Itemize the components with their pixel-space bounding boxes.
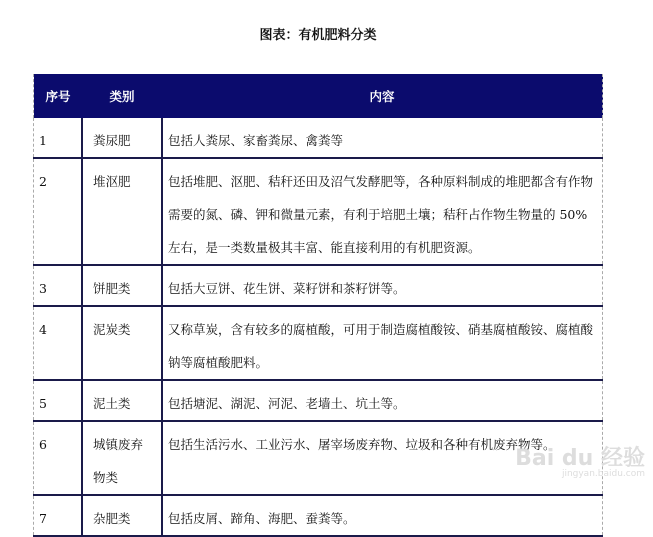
row-type: 城镇废弃物类 xyxy=(82,421,162,495)
row-content: 又称草炭，含有较多的腐植酸，可用于制造腐植酸铵、硝基腐植酸铵、腐植酸钠等腐植酸肥料。 xyxy=(162,306,603,380)
table-row xyxy=(34,265,603,306)
header-type: 类别 xyxy=(82,74,162,118)
watermark-url: jingyan.baidu.com xyxy=(561,469,645,479)
watermark-brand: Bai du 经验 xyxy=(515,446,645,471)
row-number: 5 xyxy=(34,380,83,421)
row-number: 7 xyxy=(34,495,83,536)
table-row xyxy=(34,495,603,536)
table-row xyxy=(34,158,603,265)
row-type: 堆沤肥 xyxy=(82,158,162,265)
row-content: 包括塘泥、湖泥、河泥、老墙土、坑土等。 xyxy=(162,380,603,421)
row-content: 包括皮屑、蹄角、海肥、蚕粪等。 xyxy=(162,495,603,536)
row-number: 1 xyxy=(34,118,83,158)
row-type: 杂肥类 xyxy=(82,495,162,536)
baidu-watermark xyxy=(515,448,645,479)
row-number: 2 xyxy=(34,158,83,265)
row-content: 包括堆肥、沤肥、秸秆还田及沼气发酵肥等，各种原料制成的堆肥都含有作物需要的氮、磷、钾和微量元素，有利于培肥土壤；秸秆占作物生物量的 50%左右，是一类数量极其丰富、能直接利用的有机肥资源。 xyxy=(162,158,603,265)
header-no: 序号 xyxy=(34,74,83,118)
row-type: 泥炭类 xyxy=(82,306,162,380)
table-title: 图表：有机肥料分类 xyxy=(259,28,377,43)
row-content: 包括大豆饼、花生饼、菜籽饼和茶籽饼等。 xyxy=(162,265,603,306)
row-type: 饼肥类 xyxy=(82,265,162,306)
row-type: 粪尿肥 xyxy=(82,118,162,158)
table-row xyxy=(34,380,603,421)
header-content: 内容 xyxy=(162,74,603,118)
row-number: 6 xyxy=(34,421,83,495)
row-number: 4 xyxy=(34,306,83,380)
table-header xyxy=(34,74,603,118)
table-row xyxy=(34,118,603,158)
row-content: 包括生活污水、工业污水、屠宰场废弃物、垃圾和各种有机废弃物等。 xyxy=(162,421,603,495)
row-type: 泥土类 xyxy=(82,380,162,421)
row-number: 3 xyxy=(34,265,83,306)
row-content: 包括人粪尿、家畜粪尿、禽粪等 xyxy=(162,118,603,158)
table-row xyxy=(34,306,603,380)
